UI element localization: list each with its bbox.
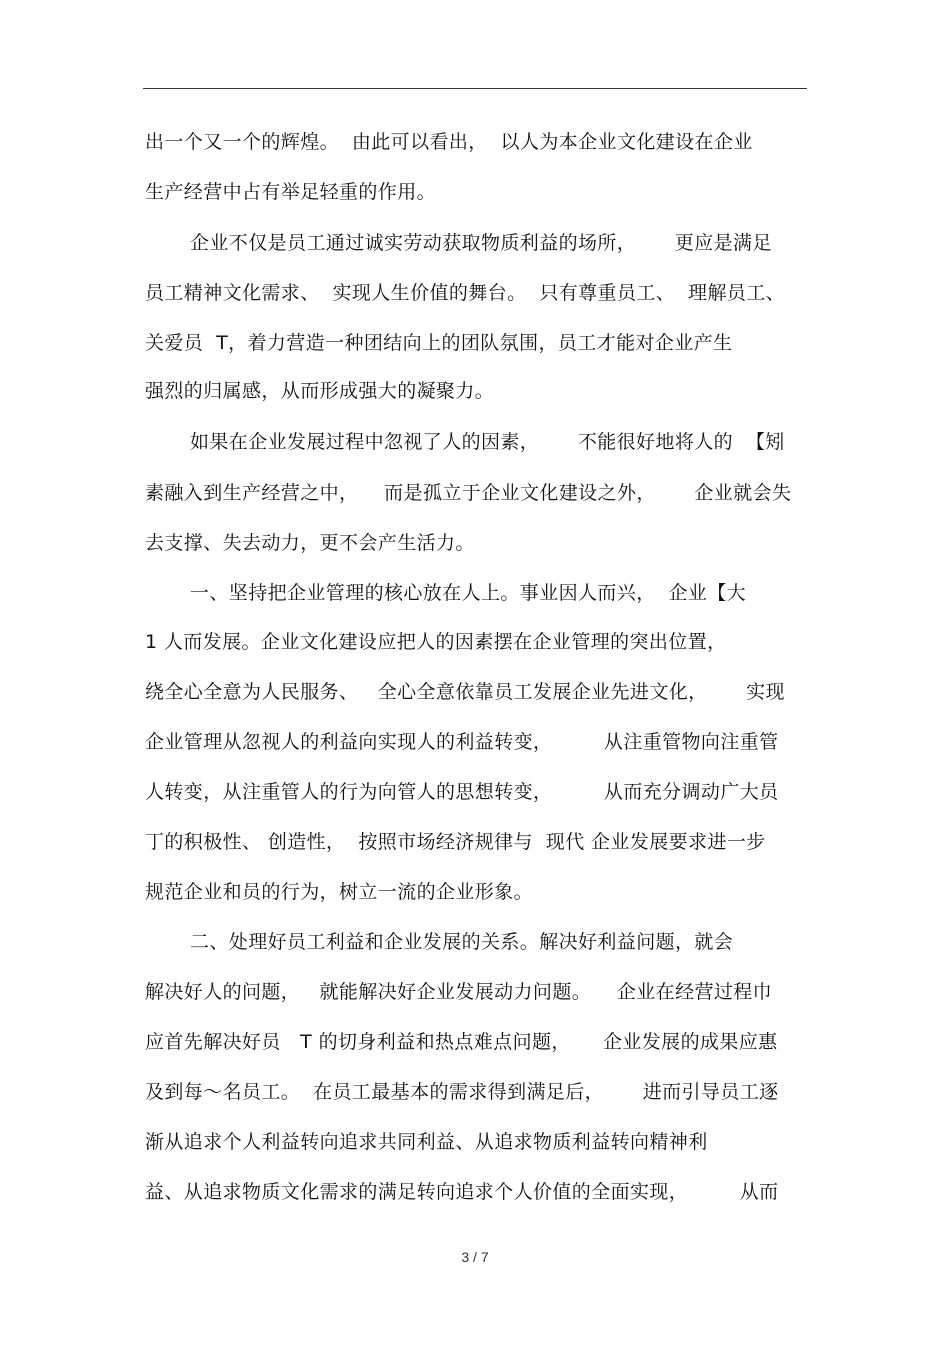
text-line: 去支撑、失去动力，更不会产生活力。 [145, 532, 475, 554]
page-number: 3 / 7 [461, 1249, 489, 1265]
text-line: 解决好人的问题， 就能解决好企业发展动力问题。 企业在经营过程巾 [145, 981, 773, 1003]
text-line: 强烈的归属感，从而形成强大的凝聚力。 [145, 380, 495, 402]
text-line: 应首先解决好员 T 的切身利益和热点难点问题， 企业发展的成果应惠 [145, 1031, 778, 1053]
text-line: 绕全心全意为人民服务、 全心全意依靠员工发展企业先进文化， 实现 [145, 681, 785, 703]
text-line: 益、从追求物质文化需求的满足转向追求个人价值的全面实现， 从而 [145, 1181, 779, 1203]
text-line: 企业管理从忽视人的利益向实现人的利益转变， 从注重管物向注重管 [145, 731, 779, 753]
text-line: 素融入到生产经营之中， 而是孤立于企业文化建设之外， 企业就会失 [145, 482, 792, 504]
header-rule [143, 88, 807, 89]
text-line: 出一个又一个的辉煌。 由此可以看出， 以人为本企业文化建设在企业 [145, 131, 753, 153]
text-line: 规范企业和员的行为，树立一流的企业形象。 [145, 881, 534, 903]
text-line: 丁的积极性、 创造性， 按照市场经济规律与 现代 企业发展要求进一步 [145, 831, 766, 853]
text-line: 1 人而发展。企业文化建设应把人的因素摆在企业管理的突出位置， [145, 631, 727, 653]
text-line: 员工精神文化需求、 实现人生价值的舞台。 只有尊重员工、 理解员工、 [145, 282, 786, 304]
text-line: 渐从追求个人利益转向追求共同利益、从追求物质利益转向精神利 [145, 1131, 708, 1153]
text-line: 如果在企业发展过程中忽视了人的因素， 不能很好地将人的 【矧 [190, 431, 785, 453]
text-line: 二、处理好员工利益和企业发展的关系。解决好利益问题，就会 [190, 931, 734, 953]
text-line: 关爱员 T，着力营造一种团结向上的团队氛围，员工才能对企业产生 [145, 332, 733, 354]
text-line: 生产经营中占有举足轻重的作用。 [145, 181, 437, 203]
text-line: 及到每～名员工。 在员工最基本的需求得到满足后， 进而引导员工逐 [145, 1081, 779, 1103]
text-line: 一、坚持把企业管理的核心放在人上。事业因人而兴， 企业【大 [190, 582, 747, 604]
text-line: 企业不仅是员工通过诚实劳动获取物质利益的场所， 更应是满足 [190, 232, 772, 254]
text-line: 人转变，从注重管人的行为向管人的思想转变， 从而充分调动广大员 [145, 781, 779, 803]
